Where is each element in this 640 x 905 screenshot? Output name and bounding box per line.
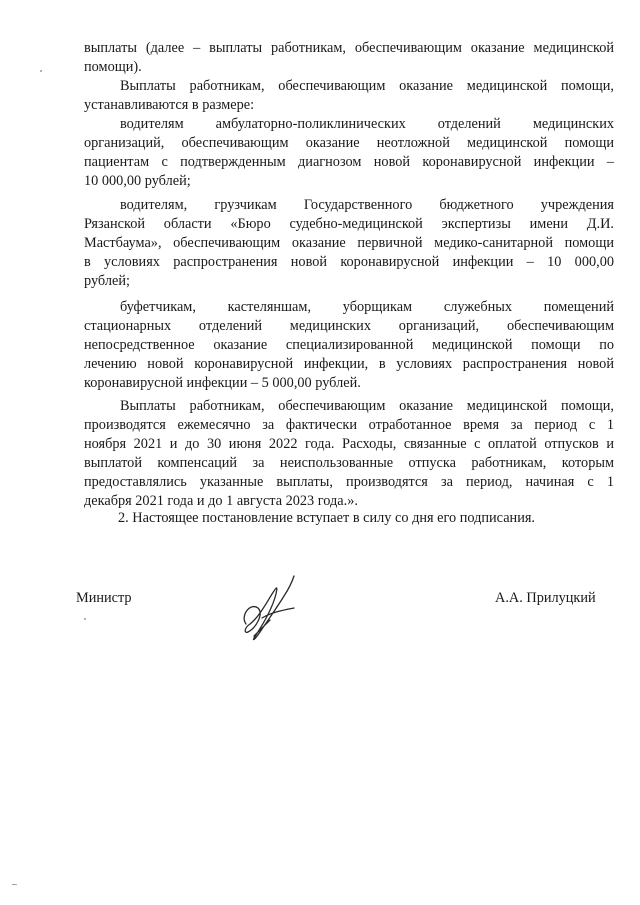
scan-speck	[12, 884, 17, 885]
paragraph-line: Выплаты работникам, обеспечивающим оказание медицинской помощи,	[120, 78, 614, 94]
paragraph-line: выплаты (далее – выплаты работникам, обеспечивающим оказание медицинской	[84, 40, 614, 56]
paragraph-line: предоставлялись указанные выплаты, производятся за период, начиная с 1	[84, 474, 614, 490]
paragraph-line: лечению новой коронавирусной инфекции, в условиях распространения новой	[84, 356, 614, 372]
paragraph-line: буфетчикам, кастеляншам, уборщикам служебных помещений	[120, 299, 614, 315]
paragraph-line: Мастбаума», обеспечивающим оказание первичной медико-санитарной помощи	[84, 235, 614, 251]
paragraph-line: Выплаты работникам, обеспечивающим оказание медицинской помощи,	[120, 398, 614, 414]
paragraph-line: водителям амбулаторно-поликлинических отделений медицинских	[120, 116, 614, 132]
paragraph-line: организаций, обеспечивающим оказание неотложной медицинской помощи	[84, 135, 614, 151]
paragraph-line: в условиях распространения новой коронавирусной инфекции – 10 000,00	[84, 254, 614, 270]
paragraph-line: рублей;	[84, 273, 130, 289]
paragraph-line: декабря 2021 года и до 1 августа 2023 года.».	[84, 493, 358, 509]
paragraph-line: водителям, грузчикам Государственного бюджетного учреждения	[120, 197, 614, 213]
scan-speck	[40, 70, 42, 72]
paragraph-line: 2. Настоящее постановление вступает в силу со дня его подписания.	[118, 510, 535, 526]
handwritten-signature	[232, 566, 312, 650]
paragraph-line: помощи).	[84, 59, 142, 75]
paragraph-line: устанавливаются в размере:	[84, 97, 255, 113]
paragraph-line: непосредственное оказание специализированной медицинской помощи по	[84, 337, 614, 353]
signer-name: А.А. Прилуцкий	[495, 590, 596, 606]
scan-speck	[84, 618, 86, 620]
paragraph-line: выплатой компенсаций за неиспользованные отпуска работникам, которым	[84, 455, 614, 471]
paragraph-line: коронавирусной инфекции – 5 000,00 рублей.	[84, 375, 361, 391]
paragraph-line: производятся ежемесячно за фактически отработанное время за период с 1	[84, 417, 614, 433]
paragraph-line: Рязанской области «Бюро судебно-медицинской экспертизы имени Д.И.	[84, 216, 614, 232]
paragraph-line: ноября 2021 и до 30 июня 2022 года. Расходы, связанные с оплатой отпусков и	[84, 436, 614, 452]
signer-position: Министр	[76, 590, 132, 606]
paragraph-line: стационарных отделений медицинских организаций, обеспечивающим	[84, 318, 614, 334]
paragraph-line: пациентам с подтвержденным диагнозом новой коронавирусной инфекции –	[84, 154, 614, 170]
paragraph-line: 10 000,00 рублей;	[84, 173, 191, 189]
